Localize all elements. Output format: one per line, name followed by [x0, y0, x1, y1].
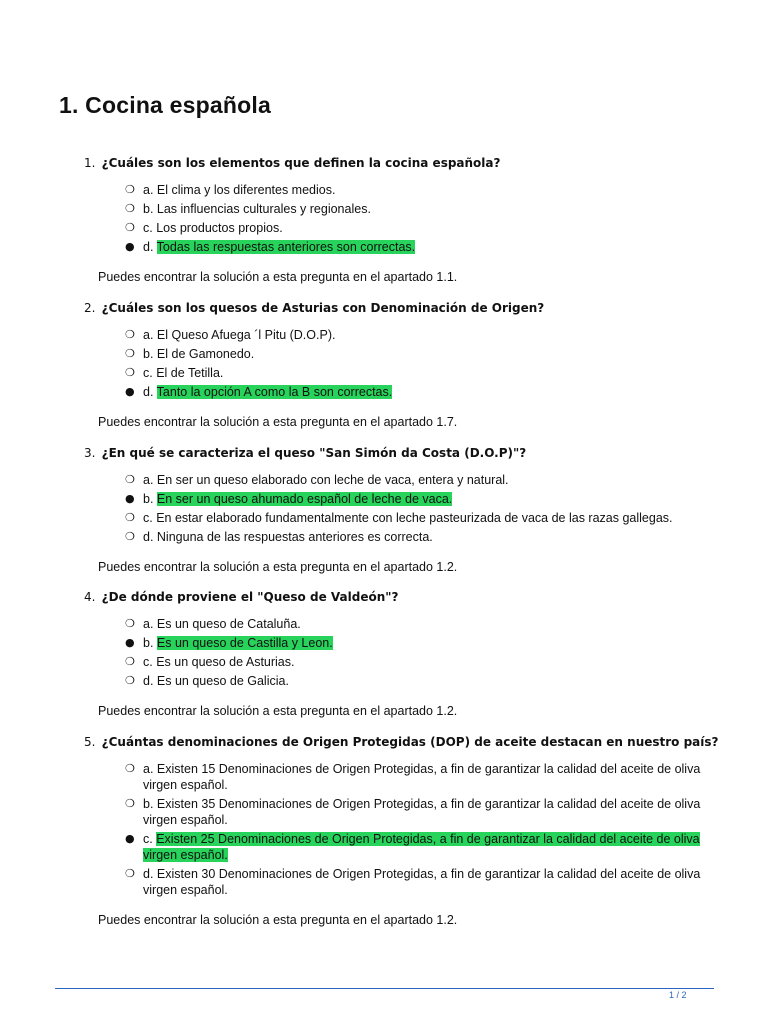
option-letter: d.: [143, 240, 157, 254]
answer-option[interactable]: [84, 384, 717, 400]
options-list: [84, 761, 724, 898]
answer-option[interactable]: [84, 673, 717, 689]
answer-option[interactable]: [84, 635, 717, 651]
option-letter: c.: [143, 655, 157, 669]
answer-option[interactable]: [84, 201, 717, 217]
option-letter: a.: [143, 617, 157, 631]
question-text: ¿Cuáles son los quesos de Asturias con Denominación de Origen?: [101, 301, 545, 315]
solution-note: Puedes encontrar la solución a esta pregunta en el apartado 1.7.: [98, 415, 458, 429]
option-letter: c.: [143, 366, 157, 380]
radio-selected-icon[interactable]: ●: [125, 240, 135, 253]
radio-empty-icon[interactable]: ❍: [125, 867, 135, 880]
radio-empty-icon[interactable]: ❍: [125, 762, 135, 775]
option-letter: a.: [143, 762, 157, 776]
page-number: 1 / 2: [669, 990, 687, 1000]
question-text: ¿Cuántas denominaciones de Origen Protegidas (DOP) de aceite destacan en nuestro país?: [101, 735, 719, 749]
answer-option[interactable]: [84, 831, 717, 863]
answer-option[interactable]: [84, 491, 717, 507]
option-text: Es un queso de Asturias.: [156, 655, 295, 669]
question-heading: [84, 734, 724, 750]
radio-empty-icon[interactable]: ❍: [125, 530, 135, 543]
correct-answer-text: Todas las respuestas anteriores son correctas.: [156, 240, 416, 254]
option-letter: d.: [143, 530, 157, 544]
correct-answer-text: Existen 25 Denominaciones de Origen Protegidas, a fin de garantizar la calidad del aceite de oliva virgen español.: [143, 832, 700, 862]
option-text: Es un queso de Galicia.: [156, 674, 289, 688]
radio-selected-icon[interactable]: ●: [125, 636, 135, 649]
option-letter: b.: [143, 202, 157, 216]
option-text: Existen 30 Denominaciones de Origen Protegidas, a fin de garantizar la calidad del aceite de oliva virgen español.: [143, 867, 701, 897]
option-letter: a.: [143, 473, 157, 487]
answer-option[interactable]: [84, 327, 717, 343]
question-heading: [84, 155, 724, 171]
page-title: 1. Cocina española: [59, 92, 271, 118]
radio-empty-icon[interactable]: ❍: [125, 617, 135, 630]
radio-selected-icon[interactable]: ●: [125, 832, 135, 845]
radio-selected-icon[interactable]: ●: [125, 492, 135, 505]
solution-note: Puedes encontrar la solución a esta pregunta en el apartado 1.2.: [98, 913, 458, 927]
option-text: El Queso Afuega ´l Pitu (D.O.P).: [156, 328, 336, 342]
options-list: [84, 472, 724, 545]
option-text: Las influencias culturales y regionales.: [156, 202, 371, 216]
radio-empty-icon[interactable]: ❍: [125, 347, 135, 360]
question-heading: [84, 445, 724, 461]
option-text: En ser un queso elaborado con leche de vaca, entera y natural.: [156, 473, 509, 487]
option-letter: d.: [143, 867, 157, 881]
option-text: Existen 15 Denominaciones de Origen Protegidas, a fin de garantizar la calidad del aceite de oliva virgen español.: [143, 762, 701, 792]
radio-empty-icon[interactable]: ❍: [125, 797, 135, 810]
question-number: 4.: [84, 590, 96, 604]
radio-empty-icon[interactable]: ❍: [125, 473, 135, 486]
options-list: [84, 327, 724, 400]
answer-option[interactable]: [84, 365, 717, 381]
question-number: 2.: [84, 301, 96, 315]
options-list: [84, 182, 724, 255]
question-block: [84, 300, 724, 430]
option-letter: d.: [143, 385, 157, 399]
option-text: El clima y los diferentes medios.: [156, 183, 336, 197]
footer-divider: [55, 988, 714, 989]
radio-empty-icon[interactable]: ❍: [125, 183, 135, 196]
answer-option[interactable]: [84, 346, 717, 362]
option-text: Existen 35 Denominaciones de Origen Protegidas, a fin de garantizar la calidad del aceite de oliva virgen español.: [143, 797, 701, 827]
option-letter: c.: [143, 221, 157, 235]
question-heading: [84, 589, 724, 605]
answer-option[interactable]: [84, 529, 717, 545]
question-block: [84, 734, 724, 928]
option-letter: a.: [143, 183, 157, 197]
answer-option[interactable]: [84, 761, 717, 793]
radio-empty-icon[interactable]: ❍: [125, 674, 135, 687]
radio-empty-icon[interactable]: ❍: [125, 511, 135, 524]
question-text: ¿En qué se caracteriza el queso "San Simón da Costa (D.O.P)"?: [101, 446, 527, 460]
answer-option[interactable]: [84, 472, 717, 488]
options-list: [84, 616, 724, 689]
answer-option[interactable]: [84, 510, 717, 526]
option-text: Los productos propios.: [156, 221, 283, 235]
option-letter: b.: [143, 636, 157, 650]
correct-answer-text: En ser un queso ahumado español de leche de vaca.: [156, 492, 453, 506]
option-letter: b.: [143, 347, 157, 361]
option-letter: a.: [143, 328, 157, 342]
option-text: El de Tetilla.: [156, 366, 224, 380]
radio-empty-icon[interactable]: ❍: [125, 655, 135, 668]
solution-note: Puedes encontrar la solución a esta pregunta en el apartado 1.1.: [98, 270, 458, 284]
option-text: Ninguna de las respuestas anteriores es correcta.: [156, 530, 433, 544]
radio-empty-icon[interactable]: ❍: [125, 202, 135, 215]
correct-answer-text: Tanto la opción A como la B son correctas.: [156, 385, 393, 399]
answer-option[interactable]: [84, 866, 717, 898]
option-letter: d.: [143, 674, 157, 688]
answer-option[interactable]: [84, 220, 717, 236]
answer-option[interactable]: [84, 239, 717, 255]
option-letter: c.: [143, 832, 157, 846]
question-number: 5.: [84, 735, 96, 749]
correct-answer-text: Es un queso de Castilla y Leon.: [156, 636, 333, 650]
option-letter: b.: [143, 492, 157, 506]
answer-option[interactable]: [84, 654, 717, 670]
question-block: [84, 445, 724, 575]
question-text: ¿De dónde proviene el "Queso de Valdeón"?: [101, 590, 399, 604]
option-letter: b.: [143, 797, 157, 811]
radio-empty-icon[interactable]: ❍: [125, 366, 135, 379]
answer-option[interactable]: [84, 796, 717, 828]
option-letter: c.: [143, 511, 157, 525]
question-number: 3.: [84, 446, 96, 460]
solution-note: Puedes encontrar la solución a esta pregunta en el apartado 1.2.: [98, 560, 458, 574]
question-text: ¿Cuáles son los elementos que definen la cocina española?: [101, 156, 501, 170]
answer-option[interactable]: [84, 616, 717, 632]
radio-empty-icon[interactable]: ❍: [125, 221, 135, 234]
option-text: Es un queso de Cataluña.: [156, 617, 301, 631]
answer-option[interactable]: [84, 182, 717, 198]
solution-note: Puedes encontrar la solución a esta pregunta en el apartado 1.2.: [98, 704, 458, 718]
option-text: El de Gamonedo.: [156, 347, 255, 361]
question-heading: [84, 300, 724, 316]
question-number: 1.: [84, 156, 96, 170]
option-text: En estar elaborado fundamentalmente con leche pasteurizada de vaca de las razas gallegas.: [156, 511, 673, 525]
question-block: [84, 589, 724, 719]
radio-selected-icon[interactable]: ●: [125, 385, 135, 398]
question-block: [84, 155, 724, 285]
radio-empty-icon[interactable]: ❍: [125, 328, 135, 341]
